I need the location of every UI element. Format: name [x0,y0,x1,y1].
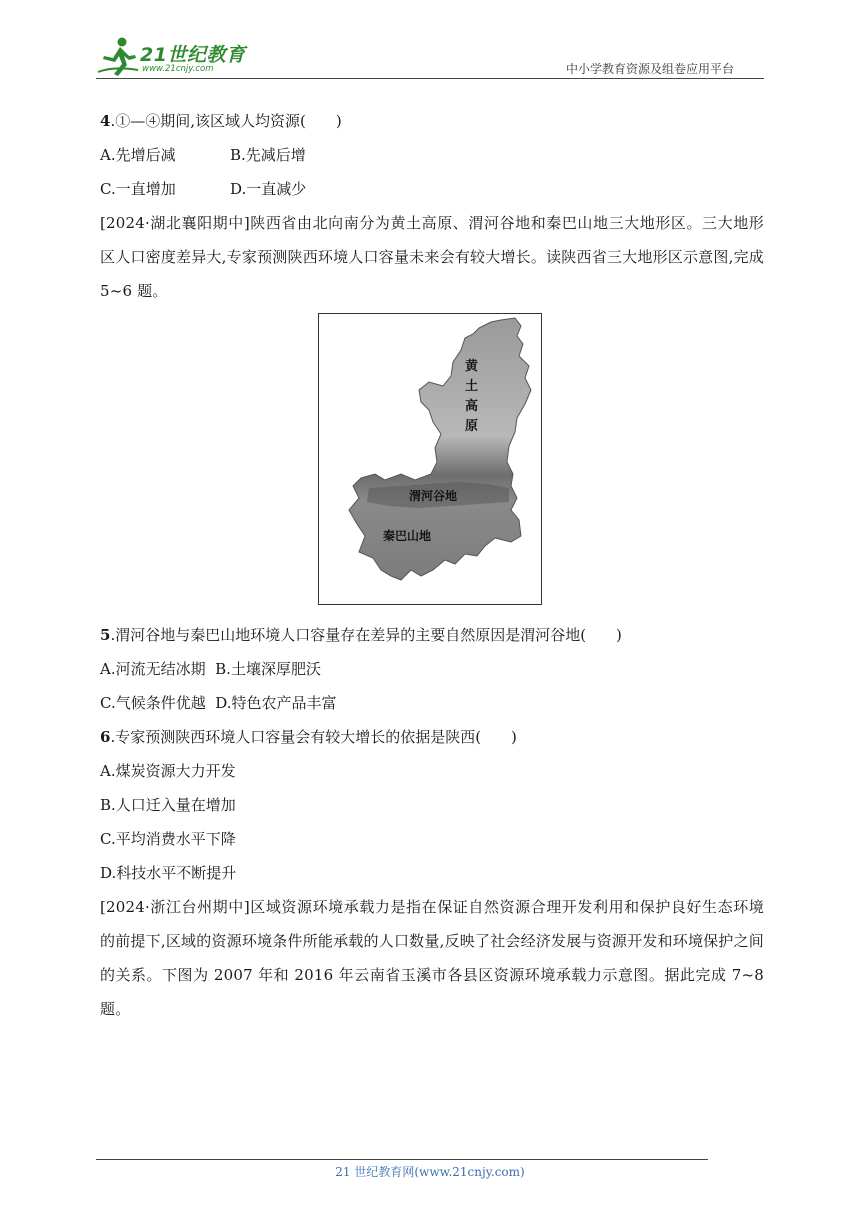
question-stem: .渭河谷地与秦巴山地环境人口容量存在差异的主要自然原因是渭河谷地( ) [110,626,622,644]
label-weihe: 渭河谷地 [409,489,458,503]
runner-icon [96,36,140,78]
option-c: C.气候条件优越 [100,694,206,712]
footer-source: 21 世纪教育网(www.21cnjy.com) [335,1165,525,1179]
logo-url: www.21cnjy.com [142,64,214,74]
question-number: 6 [100,728,111,746]
option-d: D.科技水平不断提升 [100,864,237,882]
option-d: D.特色农产品丰富 [215,694,337,712]
lower-content [100,618,764,1026]
label-loess-2: 土 [465,378,479,393]
header-title: 中小学教育资源及组卷应用平台 [566,62,735,76]
shaanxi-outline [349,318,531,580]
logo-text: 21世纪教育 [140,44,246,66]
option-a: A.煤炭资源大力开发 [100,762,236,780]
option-c: C.一直增加 [100,180,176,198]
label-loess-1: 黄 [465,358,479,373]
shaanxi-terrain-map [318,313,542,605]
question-6 [100,720,764,754]
option-a: A.先增后减 [100,146,176,164]
question-4 [100,104,764,138]
question-number: 4 [100,112,111,130]
option-d: D.一直减少 [230,180,307,198]
upper-content [100,104,764,308]
option-row [100,652,764,686]
option-row [100,686,764,720]
question-number: 5 [100,626,111,644]
option-a: A.河流无结冰期 [100,660,206,678]
option-row [100,138,764,172]
option-b: B.人口迁入量在增加 [100,796,236,814]
label-loess-3: 高 [465,398,479,413]
question-5 [100,618,764,652]
footer-divider [96,1159,708,1160]
passage-yuxi: [2024·浙江台州期中]区域资源环境承载力是指在保证自然资源合理开发利用和保护良好生态环境的前提下,区域的资源环境条件所能承载的人口数量,反映了社会经济发展与资源开发和环境保护之间的关系。下图为 2007 年和 2016 年云南省玉溪市各县区资源环境承载力示意图。据此完成 7~8 题。 [100,898,764,1018]
option-c: C.平均消费水平下降 [100,830,236,848]
question-stem: .专家预测陕西环境人口容量会有较大增长的依据是陕西( ) [110,728,517,746]
question-stem: .①—④期间,该区域人均资源( ) [110,112,342,130]
option-b: B.土壤深厚肥沃 [215,660,321,678]
option-b: B.先减后增 [230,146,306,164]
site-logo [96,36,266,78]
label-qinba: 秦巴山地 [383,529,432,543]
passage-shaanxi: [2024·湖北襄阳期中]陕西省由北向南分为黄土高原、渭河谷地和秦巴山地三大地形区。三大地形区人口密度差异大,专家预测陕西环境人口容量未来会有较大增长。读陕西省三大地形区示意图,完成 5~6 题。 [100,214,764,300]
option-row [100,172,764,206]
label-loess-4: 原 [465,418,479,433]
map-illustration [319,314,541,604]
header-divider [96,78,764,79]
